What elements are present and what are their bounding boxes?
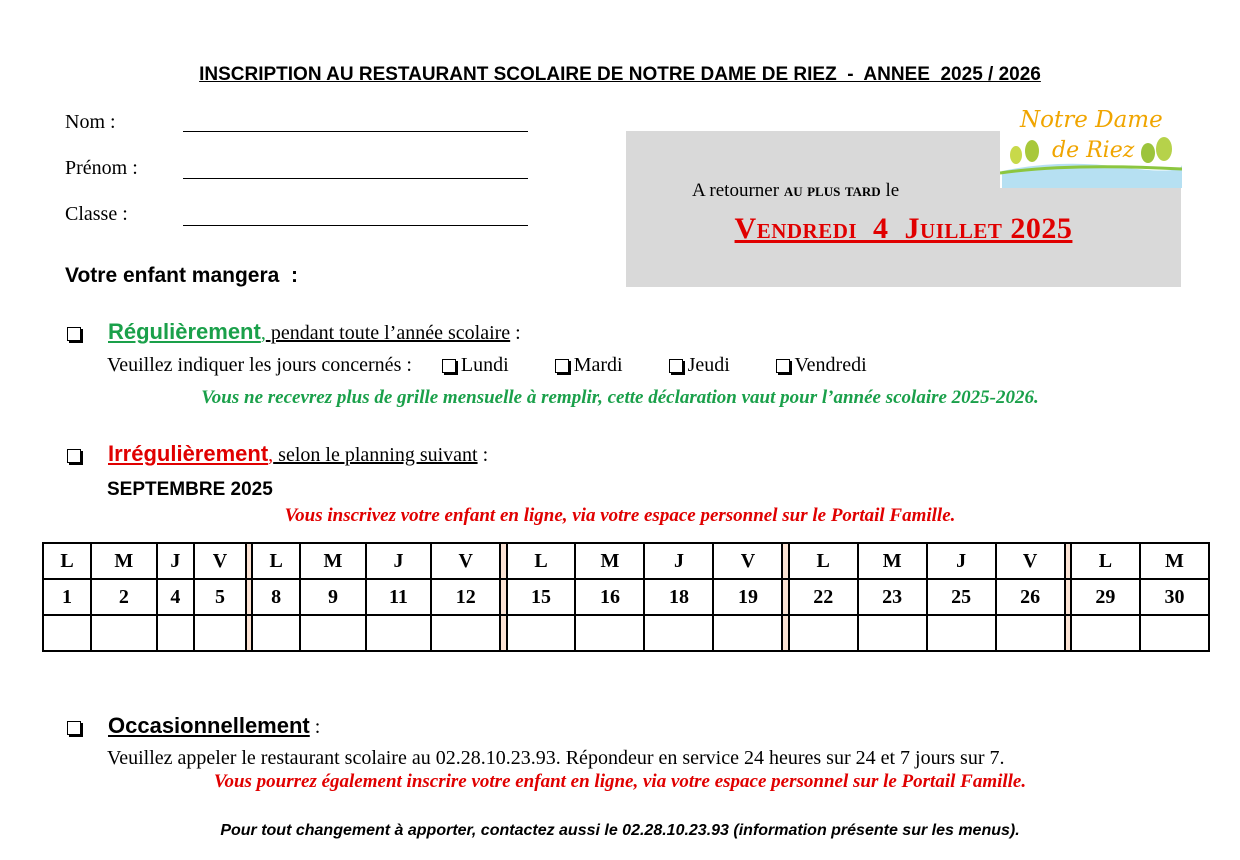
- calendar-input-row: [43, 615, 1209, 651]
- calendar-entry-cell[interactable]: [300, 615, 366, 651]
- calendar-day-cell: V: [996, 543, 1065, 579]
- form-title: INSCRIPTION AU RESTAURANT SCOLAIRE DE NOTRE DAME DE RIEZ - ANNEE 2025 / 2026: [199, 64, 1041, 85]
- calendar-day-cell: J: [366, 543, 432, 579]
- calendar-entry-cell[interactable]: [157, 615, 195, 651]
- calendar-day-cell: M: [91, 543, 157, 579]
- calendar-date-cell: 30: [1140, 579, 1209, 615]
- regular-title: Régulièrement: [108, 319, 261, 344]
- classe-field[interactable]: [183, 225, 528, 226]
- calendar-date-cell: 12: [431, 579, 500, 615]
- occasional-title: Occasionnellement: [108, 713, 310, 738]
- calendar-entry-cell[interactable]: [1071, 615, 1140, 651]
- calendar-day-cell: J: [157, 543, 195, 579]
- calendar-entry-cell[interactable]: [252, 615, 300, 651]
- calendar-entry-cell[interactable]: [713, 615, 782, 651]
- calendar-date-cell: 29: [1071, 579, 1140, 615]
- deadline-date: Vendredi 4 Juillet 2025: [734, 212, 1073, 245]
- month-label: SEPTEMBRE 2025: [107, 479, 273, 500]
- calendar-date-cell: 22: [789, 579, 858, 615]
- calendar-date-cell: 19: [713, 579, 782, 615]
- jeudi-label: Jeudi: [687, 354, 730, 376]
- calendar-entry-cell[interactable]: [996, 615, 1065, 651]
- calendar-entry-cell[interactable]: [858, 615, 927, 651]
- calendar-day-cell: M: [575, 543, 644, 579]
- option-occasional: Occasionnellement :: [67, 713, 320, 739]
- vendredi-label: Vendredi: [794, 354, 867, 376]
- calendar-date-cell: 25: [927, 579, 996, 615]
- regular-description: pendant toute l’année scolaire: [265, 322, 511, 344]
- calendar-entry-cell[interactable]: [575, 615, 644, 651]
- calendar-dates-row: [43, 579, 1209, 615]
- lundi-label: Lundi: [460, 354, 509, 376]
- calendar-entry-cell[interactable]: [431, 615, 500, 651]
- vendredi-checkbox[interactable]: [776, 359, 790, 373]
- days-prompt: Veuillez indiquer les jours concernés :: [107, 354, 412, 376]
- calendar-date-cell: 9: [300, 579, 366, 615]
- calendar-date-cell: 23: [858, 579, 927, 615]
- calendar-day-cell: M: [858, 543, 927, 579]
- september-calendar: [42, 542, 1210, 652]
- svg-text:de Riez: de Riez: [1052, 138, 1135, 163]
- option-irregular: Irrégulièrement, selon le planning suivant :: [67, 441, 488, 467]
- logo: [1000, 99, 1182, 188]
- calendar-date-cell: 4: [157, 579, 195, 615]
- calendar-day-cell: L: [43, 543, 91, 579]
- calendar-day-cell: L: [252, 543, 300, 579]
- calendar-day-cell: V: [194, 543, 246, 579]
- calendar-days-row: [43, 543, 1209, 579]
- irregular-note: Vous inscrivez votre enfant en ligne, via votre espace personnel sur le Portail Famille.: [284, 505, 956, 526]
- calendar-entry-cell[interactable]: [43, 615, 91, 651]
- occasional-checkbox[interactable]: [67, 721, 81, 735]
- days-row: [107, 354, 867, 377]
- option-regular: Régulièrement, pendant toute l’année scolaire :: [67, 319, 521, 345]
- calendar-day-cell: L: [789, 543, 858, 579]
- irregular-checkbox[interactable]: [67, 449, 81, 463]
- jeudi-checkbox[interactable]: [669, 359, 683, 373]
- irregular-description: selon le planning suivant: [273, 444, 478, 466]
- calendar-entry-cell[interactable]: [91, 615, 157, 651]
- return-instruction: A retourner au plus tard le: [692, 180, 900, 201]
- calendar-date-cell: 5: [194, 579, 246, 615]
- irregular-title: Irrégulièrement: [108, 441, 269, 466]
- calendar-date-cell: 1: [43, 579, 91, 615]
- calendar-day-cell: J: [644, 543, 713, 579]
- calendar-entry-cell[interactable]: [927, 615, 996, 651]
- calendar-entry-cell[interactable]: [507, 615, 576, 651]
- calendar-day-cell: V: [431, 543, 500, 579]
- classe-label: Classe :: [65, 203, 128, 225]
- logo-image: [1000, 99, 1182, 188]
- calendar-date-cell: 8: [252, 579, 300, 615]
- calendar-entry-cell[interactable]: [1140, 615, 1209, 651]
- prenom-field[interactable]: [183, 178, 528, 179]
- prenom-label: Prénom :: [65, 157, 138, 179]
- calendar-day-cell: V: [713, 543, 782, 579]
- occasional-note: Vous pourrez également inscrire votre enfant en ligne, via votre espace personnel sur le Portail Famille.: [213, 771, 1027, 792]
- occasional-text: Veuillez appeler le restaurant scolaire au 02.28.10.23.93. Répondeur en service 24 heures sur 24 et 7 jours sur 7.: [107, 747, 1005, 769]
- calendar-date-cell: 18: [644, 579, 713, 615]
- lundi-checkbox[interactable]: [442, 359, 456, 373]
- calendar-day-cell: M: [1140, 543, 1209, 579]
- calendar-day-cell: L: [1071, 543, 1140, 579]
- nom-field[interactable]: [183, 131, 528, 132]
- calendar-entry-cell[interactable]: [644, 615, 713, 651]
- calendar-date-cell: 2: [91, 579, 157, 615]
- calendar-entry-cell[interactable]: [366, 615, 432, 651]
- svg-text:Notre Dame: Notre Dame: [1020, 107, 1163, 133]
- mardi-label: Mardi: [573, 354, 623, 376]
- regular-checkbox[interactable]: [67, 327, 81, 341]
- calendar-entry-cell[interactable]: [194, 615, 246, 651]
- calendar-day-cell: J: [927, 543, 996, 579]
- calendar-date-cell: 26: [996, 579, 1065, 615]
- section-heading: Votre enfant mangera :: [65, 264, 298, 287]
- calendar-date-cell: 11: [366, 579, 432, 615]
- calendar-entry-cell[interactable]: [789, 615, 858, 651]
- calendar-date-cell: 15: [507, 579, 576, 615]
- calendar-day-cell: L: [507, 543, 576, 579]
- regular-note: Vous ne recevrez plus de grille mensuelle à remplir, cette déclaration vaut pour l’année scolaire 2025-2026.: [201, 387, 1039, 408]
- nom-label: Nom :: [65, 111, 116, 133]
- calendar-date-cell: 16: [575, 579, 644, 615]
- footer-note: Pour tout changement à apporter, contactez aussi le 02.28.10.23.93 (information présente sur les menus).: [220, 822, 1020, 839]
- mardi-checkbox[interactable]: [555, 359, 569, 373]
- calendar-day-cell: M: [300, 543, 366, 579]
